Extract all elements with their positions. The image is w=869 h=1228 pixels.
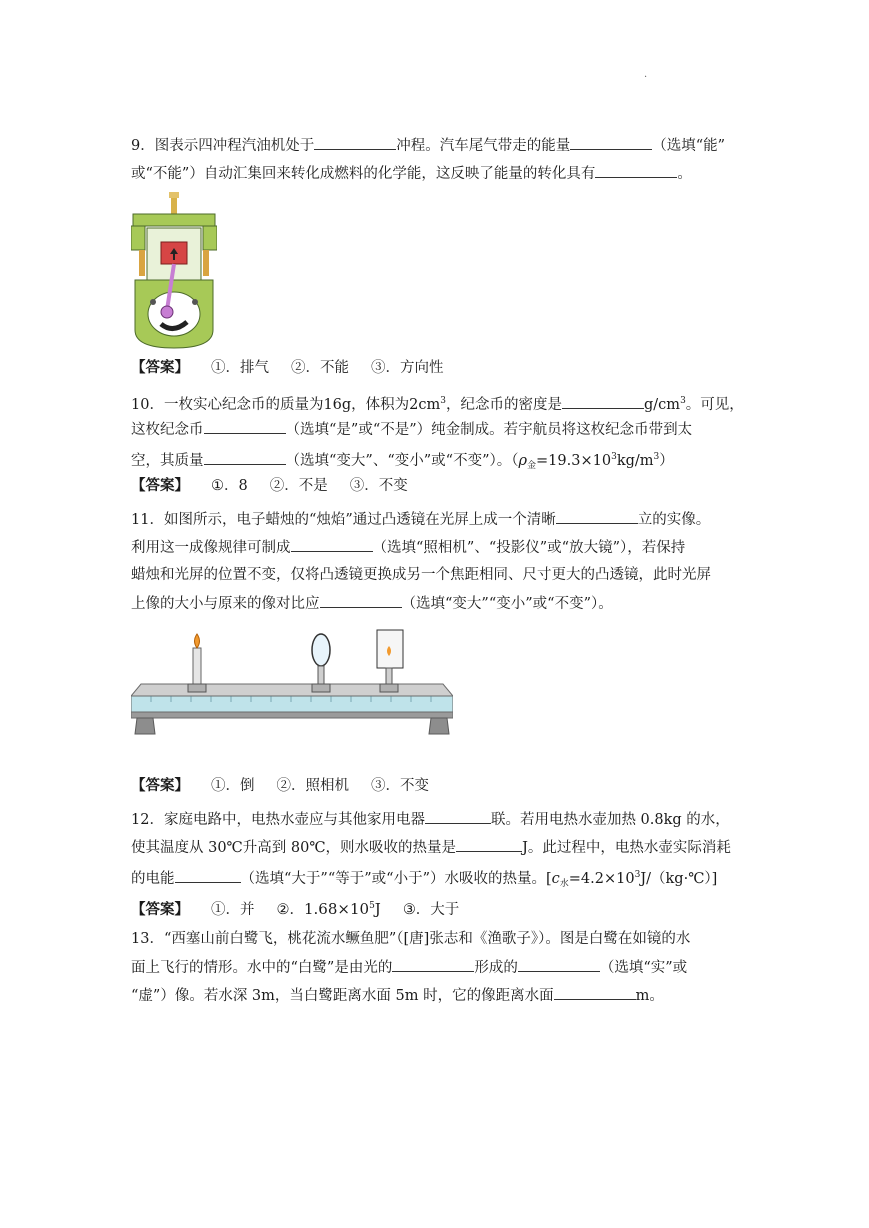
answer-tag: 【答案】 [131, 901, 189, 918]
q10-unit: g/cm [644, 397, 681, 413]
q11-line-4 [131, 593, 613, 614]
q12-answer-2-sup: 5 [369, 901, 375, 911]
q9-answer-3: ③．方向性 [371, 360, 444, 376]
q10-line-2 [131, 419, 692, 440]
q11-text-f: （选填“变大”“变小”或“不变”）。 [401, 596, 613, 612]
q10-text-d: 这枚纪念币 [131, 422, 204, 438]
q12-answer-line [131, 896, 459, 920]
q12-text-c: 使其温度从 30℃升高到 80℃，则水吸收的热量是 [131, 840, 457, 856]
q10-sup-c: 3 [653, 452, 660, 462]
q11-answer-1: ①．倒 [211, 778, 255, 794]
q11-line-1 [131, 509, 710, 530]
q11-text-e: 上像的大小与原来的像对比应 [131, 596, 320, 612]
q13-text-c: （选填“实”或 [599, 960, 688, 976]
q11-text-b: 立的实像。 [637, 512, 711, 528]
q13-line-2 [131, 957, 687, 978]
q10-text-f: 空，其质量 [131, 453, 204, 469]
q12-answer-2-label: ②． [276, 902, 304, 918]
q11-line-3: 蜡烛和光屏的位置不变，仅将凸透镜更换成另一个焦距相同、尺寸更大的凸透镜，此时光屏 [131, 567, 711, 583]
q12-answer-2-value: 1.68×10 [304, 900, 370, 918]
q12-blank-1[interactable] [425, 809, 491, 824]
q12-line-3 [131, 865, 717, 894]
q10-line-1 [131, 391, 744, 415]
q10-text-i: kg/m [616, 453, 654, 469]
q9-blank-2[interactable] [570, 135, 652, 150]
q11-text-a: 11．如图所示，电子蜡烛的“烛焰”通过凸透镜在光屏上成一个清晰 [131, 512, 556, 528]
answer-tag: 【答案】 [131, 359, 189, 376]
q13-line-3 [131, 985, 664, 1006]
q9-answer-line [131, 358, 444, 378]
q13-text-e: m。 [635, 988, 664, 1004]
q10-text-h: =19.3×10 [536, 453, 612, 469]
q10-rho-sub: 金 [527, 461, 537, 471]
q9-text-e: 。 [677, 166, 692, 182]
q11-text-d: （选填“照相机”、“投影仪”或“放大镜”），若保持 [372, 540, 686, 556]
q10-text-j: ） [659, 453, 674, 469]
q12-text-f: （选填“大于”“等于”或“小于”）水吸收的热量。[ [240, 871, 552, 887]
q13-blank-1[interactable] [392, 957, 474, 972]
optical-bench-diagram [131, 626, 453, 742]
q11-answer-3: ③．不变 [371, 778, 429, 794]
q10-answer-line [131, 476, 408, 496]
q9-text-d: 或“不能”）自动汇集回来转化成燃料的化学能，这反映了能量的转化具有 [131, 166, 596, 182]
q9-text-a: 9．图表示四冲程汽油机处于 [131, 138, 315, 154]
q10-answer-1: ①．8 [211, 478, 248, 494]
q13-text-a: 面上飞行的情形。水中的“白鹭”是由光的 [131, 960, 393, 976]
q12-blank-2[interactable] [456, 837, 522, 852]
q13-blank-3[interactable] [554, 985, 636, 1000]
q9-blank-1[interactable] [314, 135, 396, 150]
q10-text-b: ，纪念币的密度是 [446, 397, 563, 413]
q12-answer-2-unit: J [374, 900, 381, 918]
q12-sup: 3 [634, 870, 641, 880]
q10-text-g: （选填“变大”、“变小”或“不变”）。（ [285, 453, 519, 469]
q12-blank-3[interactable] [175, 868, 241, 883]
q10-blank-2[interactable] [204, 419, 286, 434]
q12-text-g: =4.2×10 [568, 871, 635, 887]
q11-blank-1[interactable] [556, 509, 638, 524]
q10-text-a: 10．一枚实心纪念币的质量为16g，体积为2cm [131, 397, 441, 413]
q9-answer-1: ①．排气 [211, 360, 269, 376]
q12-c-sub: 水 [559, 879, 569, 889]
answer-tag: 【答案】 [131, 477, 189, 494]
q10-text-e: （选填“是”或“不是”）纯金制成。若宇航员将这枚纪念币带到太 [285, 422, 693, 438]
q10-line-3 [131, 447, 674, 476]
q12-text-d: J。此过程中，电热水壶实际消耗 [522, 840, 731, 856]
q9-answer-2: ②．不能 [291, 360, 349, 376]
q12-text-h: J/（kg·℃）] [640, 871, 718, 887]
q12-text-e: 的电能 [131, 871, 175, 887]
q9-line-1 [131, 135, 725, 156]
q9-text-c: （选填“能” [652, 138, 726, 154]
q11-blank-2[interactable] [291, 537, 373, 552]
q10-unit-sup: 3 [680, 396, 686, 406]
q11-answer-2: ②．照相机 [276, 778, 349, 794]
q10-sup-a: 3 [440, 396, 447, 406]
q11-text-c: 利用这一成像规律可制成 [131, 540, 291, 556]
q10-answer-2: ②．不是 [269, 478, 328, 494]
q11-line-2 [131, 537, 685, 558]
q12-text-a: 12．家庭电路中，电热水壶应与其他家用电器 [131, 812, 425, 828]
q12-text-b: 联。若用电热水壶加热 0.8kg 的水， [490, 812, 730, 828]
q12-answer-1: ①．并 [211, 902, 255, 918]
q13-text-b: 形成的 [474, 960, 518, 976]
answer-tag: 【答案】 [131, 777, 189, 794]
q12-c: c [551, 871, 560, 887]
q10-text-c: 。可见， [685, 397, 744, 413]
q10-blank-3[interactable] [204, 450, 286, 465]
q12-line-1 [131, 809, 730, 830]
q10-rho: ρ [518, 453, 528, 469]
q13-text-d: “虚”）像。若水深 3m，当白鹭距离水面 5m 时，它的像距离水面 [131, 988, 554, 1004]
q11-answer-line [131, 776, 429, 796]
q11-blank-3[interactable] [320, 593, 402, 608]
corner-mark: · [644, 72, 648, 83]
q13-line-1: 13．“西塞山前白鹭飞，桃花流水鳜鱼肥”（[唐]张志和《渔歌子》）。图是白鹭在如镜的水 [131, 931, 691, 947]
four-stroke-engine-diagram [131, 192, 217, 350]
q9-line-2 [131, 163, 692, 184]
q10-blank-1[interactable] [562, 394, 644, 409]
q10-sup-b: 3 [611, 452, 617, 462]
q12-line-2 [131, 837, 731, 858]
q13-blank-2[interactable] [518, 957, 600, 972]
q9-blank-3[interactable] [595, 163, 677, 178]
q12-answer-3: ③．大于 [402, 902, 460, 918]
q10-answer-3: ③．不变 [349, 478, 408, 494]
q9-text-b: 冲程。汽车尾气带走的能量 [396, 138, 571, 154]
